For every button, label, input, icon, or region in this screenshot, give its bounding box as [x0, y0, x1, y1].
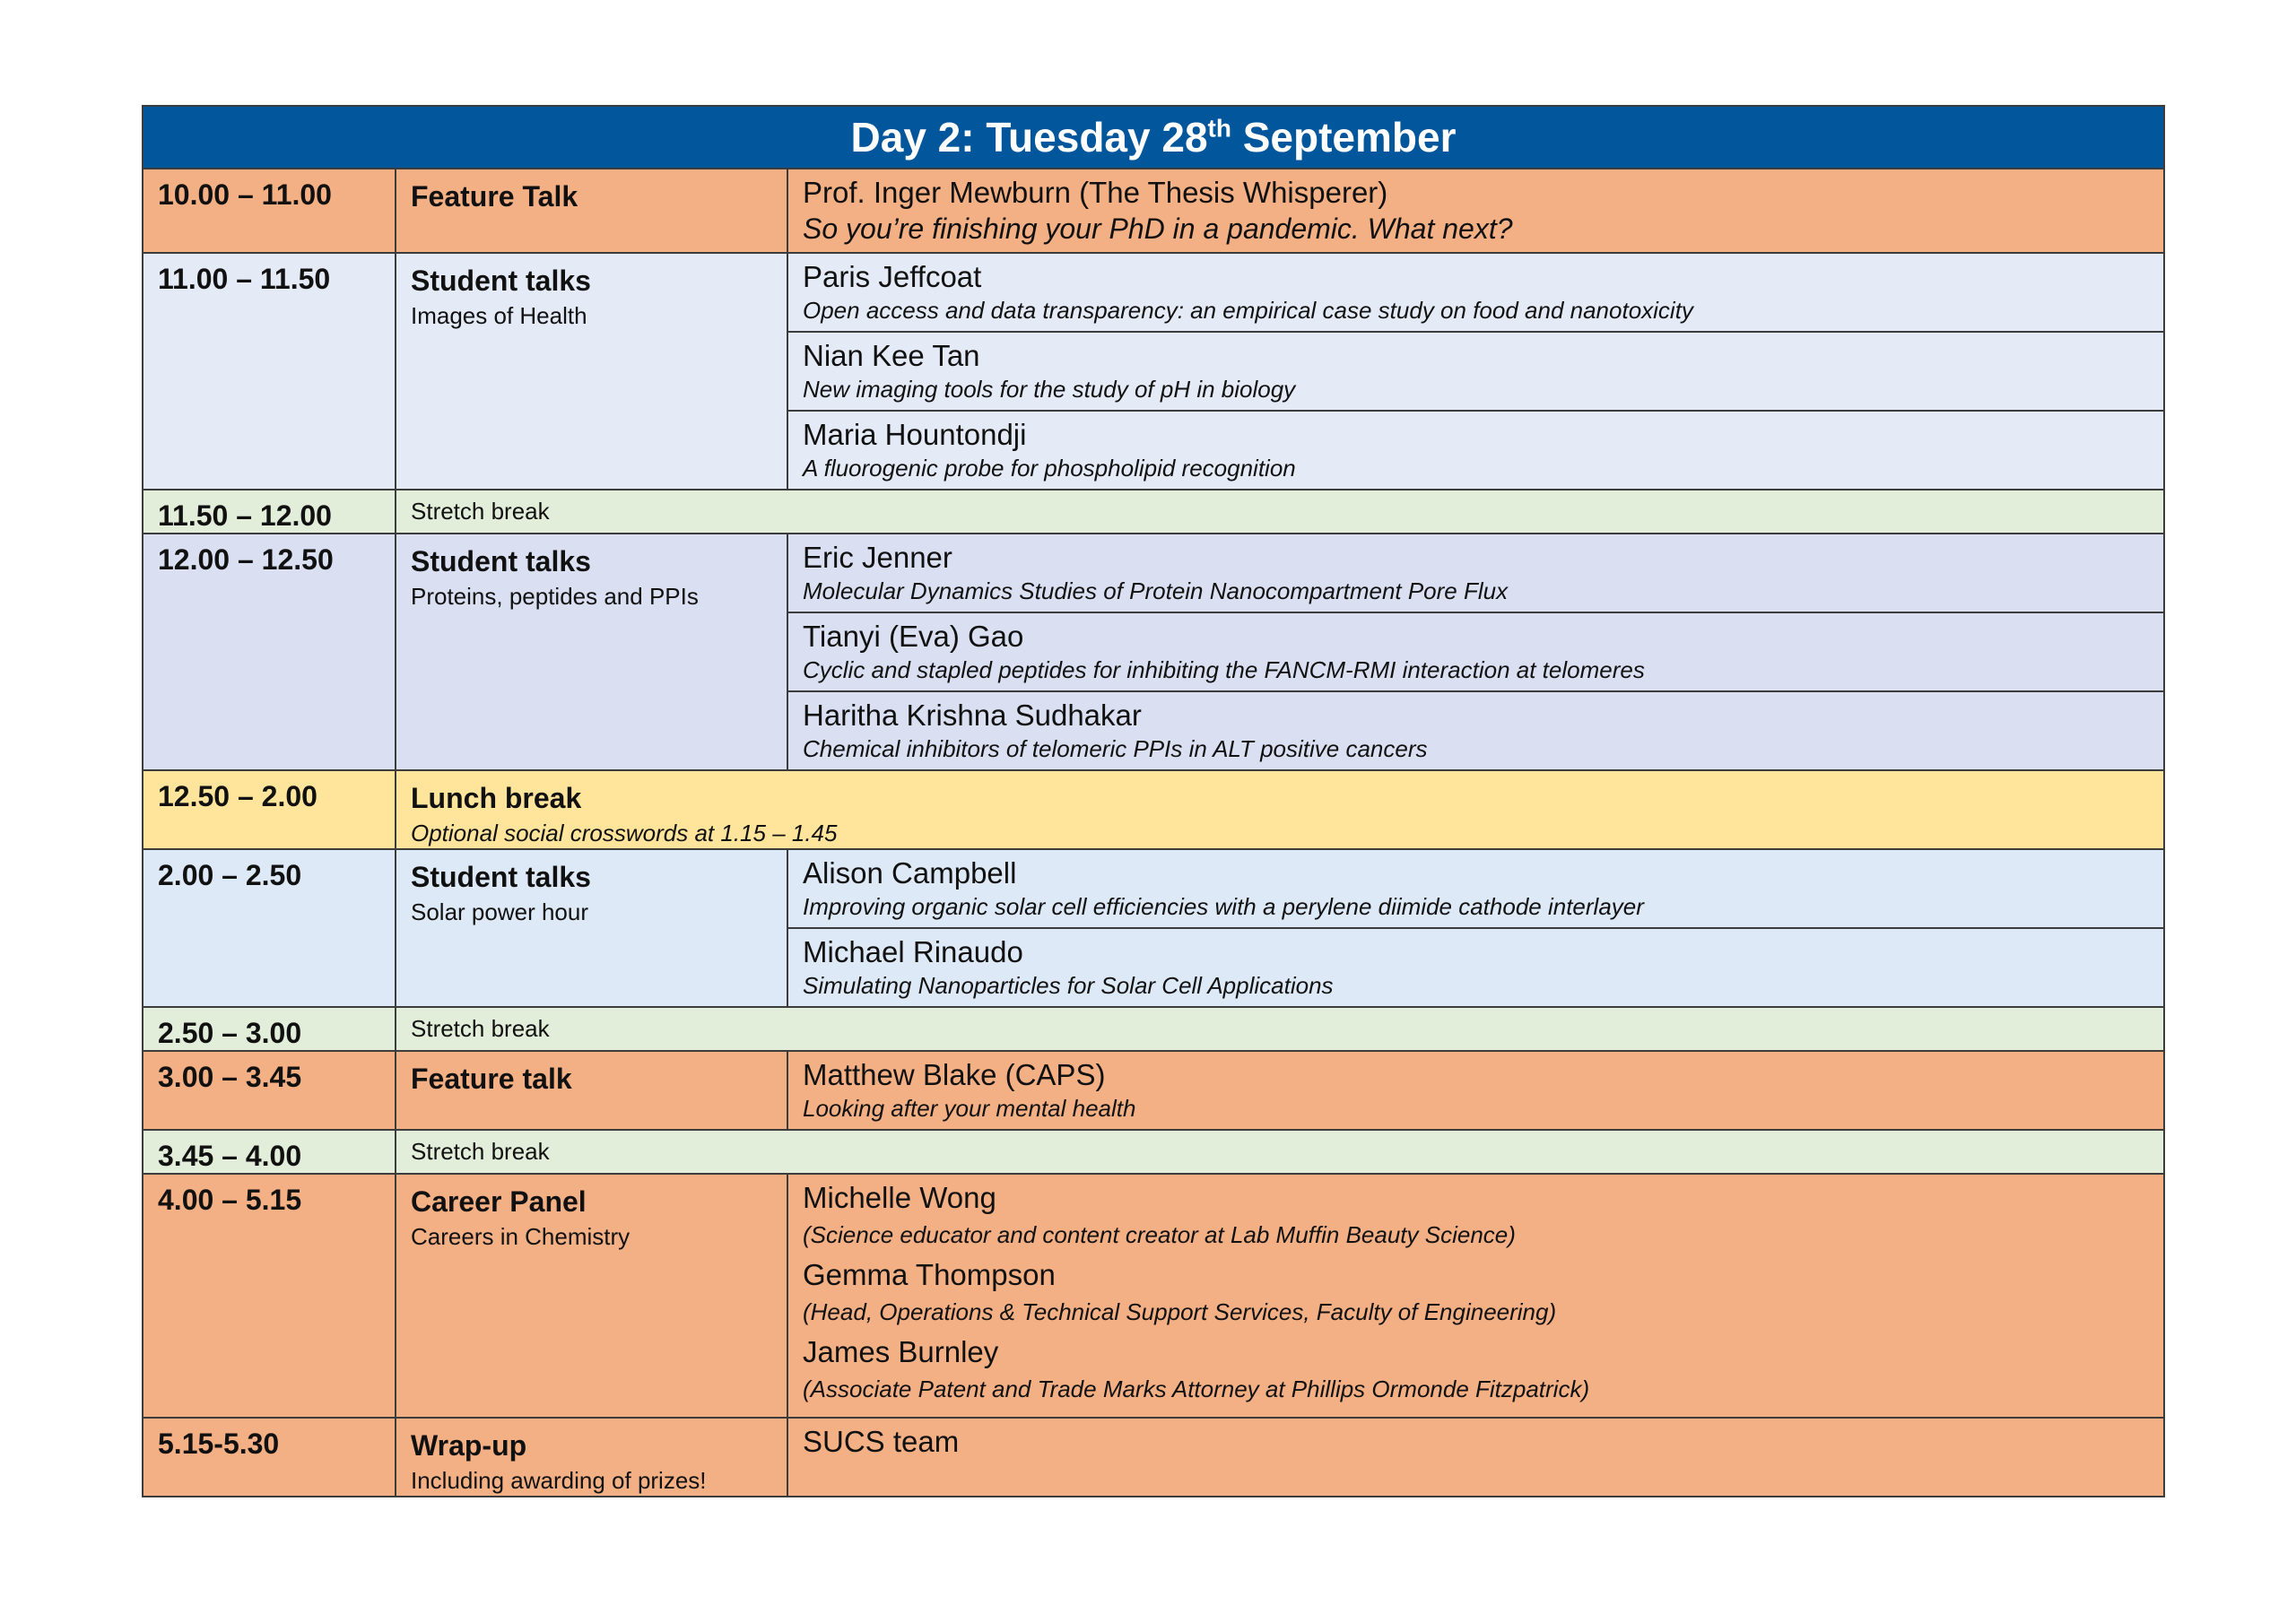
session-label: Lunch break — [411, 782, 582, 814]
session-time: 11.50 – 12.00 — [143, 490, 396, 534]
speaker-name: Haritha Krishna Sudhakar — [803, 699, 1142, 732]
talk-cell — [787, 849, 2164, 928]
session-row-career-panel — [143, 1174, 2164, 1418]
session-label: Career Panel — [411, 1185, 587, 1218]
session-time: 5.15-5.30 — [143, 1418, 396, 1497]
session-row-wrap-up — [143, 1418, 2164, 1497]
talk-cell — [787, 534, 2164, 612]
talk-title: Chemical inhibitors of telomeric PPIs in ALT positive cancers — [803, 735, 1428, 762]
session-row-stretch-break — [143, 1007, 2164, 1051]
schedule-table — [142, 105, 2165, 1497]
speaker-name: Tianyi (Eva) Gao — [803, 620, 1024, 653]
session-label: Feature Talk — [411, 180, 578, 213]
break-label: Stretch break — [396, 1130, 2164, 1174]
speaker-name: Prof. Inger Mewburn (The Thesis Whisperer) — [803, 176, 1388, 209]
speaker-cell — [787, 1418, 2164, 1497]
talk-title: Open access and data transparency: an empirical case study on food and nanotoxicity — [803, 297, 1693, 324]
session-label-cell — [396, 253, 787, 490]
panelists-cell — [787, 1174, 2164, 1418]
talk-cell — [787, 612, 2164, 691]
talk-cell — [787, 253, 2164, 332]
talk-title: Cyclic and stapled peptides for inhibiting the FANCM-RMI interaction at telomeres — [803, 656, 1645, 683]
session-time: 2.50 – 3.00 — [143, 1007, 396, 1051]
session-row-lunch-break — [143, 770, 2164, 849]
session-sublabel: Images of Health — [411, 302, 587, 329]
session-label-cell — [396, 1418, 787, 1497]
speaker-name: Maria Hountondji — [803, 418, 1027, 451]
session-label-cell — [396, 1174, 787, 1418]
header-row — [143, 106, 2164, 169]
title-suffix: September — [1231, 114, 1457, 161]
talk-cell — [787, 928, 2164, 1007]
session-time: 3.00 – 3.45 — [143, 1051, 396, 1130]
panelist-name: Gemma Thompson — [803, 1258, 1056, 1291]
session-row-student-talks — [143, 253, 2164, 332]
speaker-name: Alison Campbell — [803, 856, 1017, 890]
talk-cell — [787, 332, 2164, 411]
talk-title: So you’re finishing your PhD in a pandemic. What next? — [803, 213, 1513, 245]
session-sublabel: Optional social crosswords at 1.15 – 1.45 — [411, 820, 838, 846]
session-row-feature-talk — [143, 169, 2164, 253]
speaker-name: SUCS team — [803, 1425, 960, 1458]
speaker-name: Matthew Blake (CAPS) — [803, 1058, 1106, 1091]
talk-title: A fluorogenic probe for phospholipid recognition — [803, 455, 1296, 482]
session-sublabel: Careers in Chemistry — [411, 1223, 631, 1250]
speaker-cell — [787, 1051, 2164, 1130]
talk-title: Simulating Nanoparticles for Solar Cell Applications — [803, 972, 1334, 999]
session-label-cell — [396, 169, 787, 253]
title-superscript: th — [1207, 114, 1231, 143]
session-row-feature-talk — [143, 1051, 2164, 1130]
session-row-student-talks — [143, 849, 2164, 928]
session-label: Student talks — [411, 861, 591, 893]
talk-title: Improving organic solar cell efficiencies with a perylene diimide cathode interlayer — [803, 893, 1644, 920]
session-time: 2.00 – 2.50 — [143, 849, 396, 1007]
panelist-role: (Associate Patent and Trade Marks Attorney at Phillips Ormonde Fitzpatrick) — [803, 1376, 1590, 1402]
session-label-cell — [396, 1051, 787, 1130]
break-label: Stretch break — [396, 1007, 2164, 1051]
speaker-name: Michael Rinaudo — [803, 935, 1023, 968]
session-label-cell — [396, 849, 787, 1007]
session-time: 3.45 – 4.00 — [143, 1130, 396, 1174]
talk-title: Molecular Dynamics Studies of Protein Nanocompartment Pore Flux — [803, 577, 1509, 604]
break-label: Stretch break — [396, 490, 2164, 534]
session-time: 4.00 – 5.15 — [143, 1174, 396, 1418]
session-row-stretch-break — [143, 490, 2164, 534]
talk-title: Looking after your mental health — [803, 1095, 1136, 1122]
panelist-role: (Science educator and content creator at Lab Muffin Beauty Science) — [803, 1221, 1516, 1248]
session-label-cell — [396, 770, 2164, 849]
session-label: Student talks — [411, 265, 591, 297]
session-time: 12.50 – 2.00 — [143, 770, 396, 849]
speaker-name: Eric Jenner — [803, 541, 952, 574]
session-label: Wrap-up — [411, 1429, 527, 1462]
session-time: 10.00 – 11.00 — [143, 169, 396, 253]
session-sublabel: Proteins, peptides and PPIs — [411, 583, 699, 610]
session-sublabel: Including awarding of prizes! — [411, 1467, 707, 1494]
speaker-name: Paris Jeffcoat — [803, 260, 982, 293]
session-row-student-talks — [143, 534, 2164, 612]
session-label: Feature talk — [411, 1063, 572, 1095]
session-label-cell — [396, 534, 787, 770]
talk-cell — [787, 691, 2164, 770]
panelist-name: James Burnley — [803, 1335, 999, 1368]
speaker-cell — [787, 169, 2164, 253]
title-text: Day 2: Tuesday 28 — [850, 114, 1208, 161]
talk-title: New imaging tools for the study of pH in biology — [803, 376, 1296, 403]
panelist-role: (Head, Operations & Technical Support Services, Faculty of Engineering) — [803, 1298, 1557, 1325]
panelist-name: Michelle Wong — [803, 1181, 996, 1214]
session-sublabel: Solar power hour — [411, 898, 588, 925]
talk-cell — [787, 411, 2164, 490]
session-row-stretch-break — [143, 1130, 2164, 1174]
session-time: 12.00 – 12.50 — [143, 534, 396, 770]
speaker-name: Nian Kee Tan — [803, 339, 980, 372]
page-title — [143, 106, 2164, 169]
session-label: Student talks — [411, 545, 591, 577]
session-time: 11.00 – 11.50 — [143, 253, 396, 490]
